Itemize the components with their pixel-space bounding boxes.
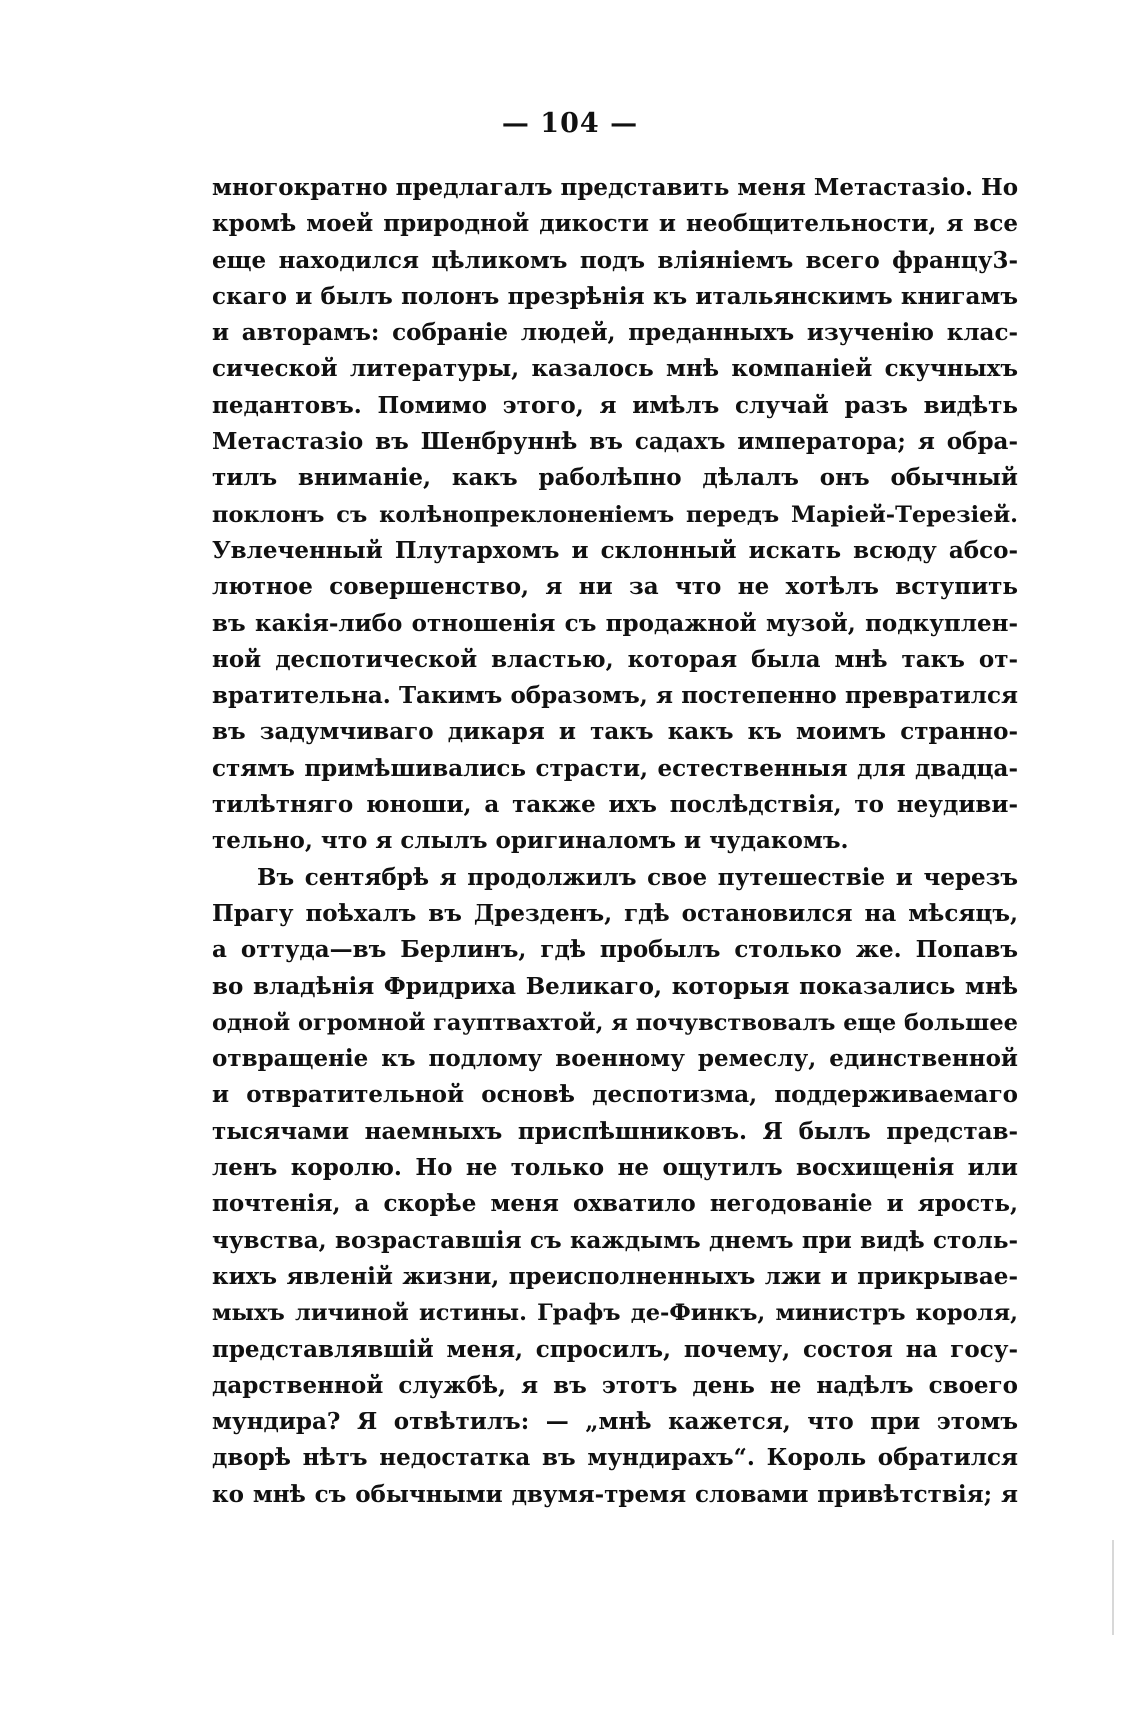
scan-edge-mark [1112,1540,1114,1635]
text-line: тельно, что я слылъ оригиналомъ и чудакомъ. [212,827,849,855]
text-line: ной деспотической властью, которая была мнѣ такъ от- [212,645,1018,673]
paragraph-1 [212,170,1018,860]
text-line: а оттуда—въ Берлинъ, гдѣ пробылъ столько же. Попавъ [212,936,1018,964]
text-line: кихъ явленій жизни, преисполненныхъ лжи и прикрывае- [212,1262,1018,1290]
text-line: Въ сентябрѣ я продолжилъ свое путешествіе и черезъ [257,863,1018,891]
text-line: дарственной службѣ, я въ этотъ день не надѣлъ своего [212,1371,1018,1399]
paragraph-2 [212,860,1018,1513]
text-line: дворѣ нѣтъ недостатка въ мундирахъ“. Король обратился [212,1444,1018,1472]
text-line: тилъ вниманіе, какъ раболѣпно дѣлалъ онъ обычный [212,464,1018,492]
text-line: и отвратительной основѣ деспотизма, поддерживаемаго [212,1081,1018,1109]
text-line: педантовъ. Помимо этого, я имѣлъ случай разъ видѣть [212,391,1018,419]
text-line: въ задумчиваго дикаря и такъ какъ къ моимъ странно- [212,718,1018,746]
text-line: еще находился цѣликомъ подъ вліяніемъ всего францу3- [212,246,1018,274]
body-text [212,170,1018,1513]
text-line: мундира? Я отвѣтилъ: — „мнѣ кажется, что при этомъ [212,1408,1018,1436]
text-line: скаго и былъ полонъ презрѣнія къ итальянскимъ книгамъ [212,282,1018,310]
text-line: Метастазіо въ Шенбруннѣ въ садахъ императора; я обра- [212,428,1018,456]
text-line: одной огромной гауптвахтой, я почувствовалъ еще большее [212,1009,1018,1036]
text-line: во владѣнія Фридриха Великаго, которыя показались мнѣ [212,972,1018,1000]
text-line: въ какія-либо отношенія съ продажной музой, подкуплен- [212,609,1018,637]
text-line: стямъ примѣшивались страсти, естественныя для двадца- [212,754,1018,782]
page-number: — 104 — [501,108,639,139]
text-line: многократно предлагалъ представить меня Метастазіо. Но [212,174,1018,201]
text-line: тилѣтняго юноши, а также ихъ послѣдствія, то неудиви- [212,791,1018,819]
text-line: и авторамъ: собраніе людей, преданныхъ изученію клас- [212,319,1018,347]
text-line: кромѣ моей природной дикости и необщительности, я все [212,210,1018,238]
text-line: Прагу поѣхалъ въ Дрезденъ, гдѣ остановился на мѣсяцъ, [212,899,1018,927]
text-line: представлявшій меня, спросилъ, почему, состоя на госу- [212,1335,1018,1363]
text-line: мыхъ личиной истины. Графъ де-Финкъ, министръ короля, [212,1300,1018,1327]
text-line: Увлеченный Плутархомъ и склонный искать всюду абсо- [212,536,1018,564]
text-line: почтенія, а скорѣе меня охватило негодованіе и ярость, [212,1190,1018,1218]
text-line: отвращеніе къ подлому военному ремеслу, единственной [212,1045,1018,1073]
text-line: вратительна. Такимъ образомъ, я постепенно превратился [212,682,1018,710]
text-line: тысячами наемныхъ приспѣшниковъ. Я былъ представ- [212,1117,1018,1145]
text-line: поклонъ съ колѣнопреклоненіемъ передъ Маріей-Терезіей. [212,501,1018,528]
text-line: чувства, возраставшія съ каждымъ днемъ при видѣ столь- [212,1226,1018,1254]
text-line: ленъ королю. Но не только не ощутилъ восхищенія или [212,1154,1018,1182]
text-line: лютное совершенство, я ни за что не хотѣлъ вступить [212,573,1018,601]
text-line: ко мнѣ съ обычными двумя-тремя словами привѣтствія; я [212,1480,1018,1508]
text-line: сической литературы, казалось мнѣ компаніей скучныхъ [212,355,1018,383]
